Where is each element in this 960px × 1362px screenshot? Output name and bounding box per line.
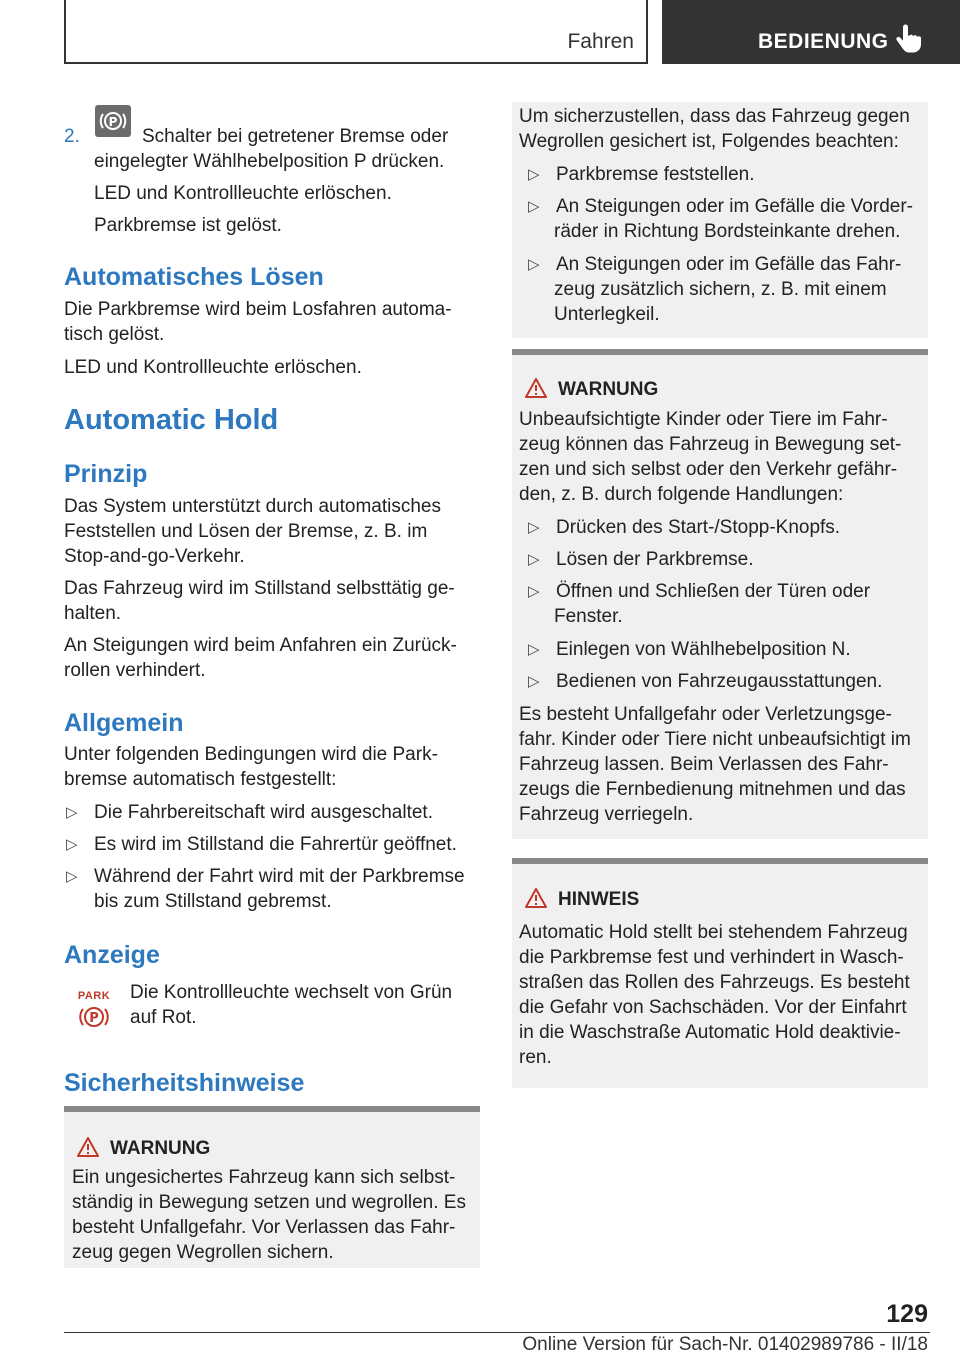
warning-triangle-icon bbox=[524, 377, 548, 399]
list-item-text: Während der Fahrt wird mit der Parkbremse bbox=[94, 866, 465, 887]
parking-brake-switch-icon bbox=[95, 105, 131, 137]
svg-text:P: P bbox=[108, 115, 118, 129]
warning-outro-3: Fahrzeug lassen. Beim Verlassen des Fahr- bbox=[519, 754, 889, 775]
svg-text:P: P bbox=[89, 1011, 99, 1026]
notice-text-3: straßen das Rollen des Fahrzeugs. Es besteht bbox=[519, 972, 910, 993]
bullet-triangle-icon: ▷ bbox=[528, 641, 540, 658]
list-item-text: Lösen der Parkbremse. bbox=[556, 549, 754, 570]
header-section-label: Fahren bbox=[567, 30, 634, 53]
warning-intro-4: den, z. B. durch folgende Handlungen: bbox=[519, 484, 844, 505]
list-item-text-continued: räder in Richtung Bordsteinkante drehen. bbox=[554, 221, 901, 242]
notice-box-bar bbox=[512, 858, 928, 864]
warning-outro-2: fahr. Kinder oder Tiere nicht unbeaufsichtigt im bbox=[519, 729, 911, 750]
list-item-text: Die Fahrbereitschaft wird ausgeschaltet. bbox=[94, 802, 433, 823]
bullet-triangle-icon: ▷ bbox=[528, 551, 540, 568]
warning-text-2: ständig in Bewegung setzen und wegrollen. Es bbox=[72, 1192, 466, 1213]
general-text-1: Unter folgenden Bedingungen wird die Park- bbox=[64, 744, 438, 765]
step-released-text: Parkbremse ist gelöst. bbox=[94, 215, 282, 236]
hand-pointer-icon bbox=[894, 24, 922, 54]
standstill-text-2: halten. bbox=[64, 603, 122, 624]
incline-text-1: An Steigungen wird beim Anfahren ein Zurück- bbox=[64, 635, 457, 656]
warning-box bbox=[512, 349, 928, 839]
incline-text-2: rollen verhindert. bbox=[64, 660, 206, 681]
list-item-text-continued: bis zum Stillstand gebremst. bbox=[94, 891, 332, 912]
step-text-1: Schalter bei getretener Bremse oder bbox=[142, 126, 449, 147]
bullet-triangle-icon: ▷ bbox=[66, 804, 78, 821]
bullet-triangle-icon: ▷ bbox=[528, 198, 540, 215]
warning-intro-3: zen und sich selbst oder den Verkehr gefähr- bbox=[519, 459, 898, 480]
warning-triangle-icon bbox=[524, 887, 548, 909]
warning-title: WARNUNG bbox=[558, 379, 659, 400]
list-item-text: Es wird im Stillstand die Fahrertür geöffnet. bbox=[94, 834, 457, 855]
notice-text-5: in die Waschstraße Automatic Hold deaktivie- bbox=[519, 1022, 901, 1043]
notice-box bbox=[512, 858, 928, 1088]
list-item-text: Einlegen von Wählhebelposition N. bbox=[556, 639, 851, 660]
standstill-text-1: Das Fahrzeug wird im Stillstand selbsttätig ge- bbox=[64, 578, 455, 599]
secure-info-box bbox=[512, 102, 928, 338]
bullet-triangle-icon: ▷ bbox=[528, 519, 540, 536]
warning-box bbox=[64, 1106, 480, 1268]
park-indicator-icon bbox=[74, 990, 114, 1034]
park-label: PARK bbox=[77, 990, 111, 1002]
list-item-text: An Steigungen oder im Gefälle die Vorder- bbox=[556, 196, 913, 217]
secure-text-1: Um sicherzustellen, dass das Fahrzeug gegen bbox=[519, 106, 910, 127]
notice-text-2: die Parkbremse fest und verhindert in Wasch- bbox=[519, 947, 904, 968]
header-section-tab bbox=[64, 0, 648, 64]
warning-box-bar bbox=[64, 1106, 480, 1112]
page-number: 129 bbox=[886, 1300, 928, 1328]
notice-title: HINWEIS bbox=[558, 889, 640, 910]
warning-triangle-icon bbox=[76, 1136, 100, 1158]
list-item-text: Drücken des Start-/Stopp-Knopfs. bbox=[556, 517, 841, 538]
auto-release-led-text: LED und Kontrollleuchte erlöschen. bbox=[64, 357, 362, 378]
safety-heading: Sicherheitshinweise bbox=[64, 1069, 305, 1097]
header-chapter-tab bbox=[662, 0, 960, 64]
header-chapter-label: BEDIENUNG bbox=[758, 30, 889, 53]
auto-release-heading: Automatisches Lösen bbox=[64, 263, 324, 291]
warning-text-4: zeug gegen Wegrollen sichern. bbox=[72, 1242, 334, 1263]
notice-text-4: die Gefahr von Sachschäden. Vor der Einfahrt bbox=[519, 997, 907, 1018]
online-version-text: Online Version für Sach-Nr. 01402989786 - II/18 bbox=[522, 1334, 928, 1355]
warning-outro-1: Es besteht Unfallgefahr oder Verletzungsge- bbox=[519, 704, 892, 725]
principle-text-2: Feststellen und Lösen der Bremse, z. B. im bbox=[64, 521, 428, 542]
list-item-text: Öffnen und Schließen der Türen oder bbox=[556, 581, 871, 602]
principle-heading: Prinzip bbox=[64, 460, 148, 488]
bullet-triangle-icon: ▷ bbox=[528, 673, 540, 690]
warning-text-1: Ein ungesichertes Fahrzeug kann sich selbst- bbox=[72, 1167, 456, 1188]
list-item-text: Bedienen von Fahrzeugausstattungen. bbox=[556, 671, 883, 692]
list-item-text-continued: Fenster. bbox=[554, 606, 623, 627]
display-heading: Anzeige bbox=[64, 941, 160, 969]
auto-release-text-2: tisch gelöst. bbox=[64, 324, 165, 345]
step-number: 2. bbox=[64, 126, 80, 147]
step-led-text: LED und Kontrollleuchte erlöschen. bbox=[94, 183, 392, 204]
bullet-triangle-icon: ▷ bbox=[66, 836, 78, 853]
principle-text-1: Das System unterstützt durch automatisches bbox=[64, 496, 441, 517]
general-text-2: bremse automatisch festgestellt: bbox=[64, 769, 337, 790]
auto-release-text-1: Die Parkbremse wird beim Losfahren automa- bbox=[64, 299, 452, 320]
bullet-triangle-icon: ▷ bbox=[66, 868, 78, 885]
bullet-triangle-icon: ▷ bbox=[528, 583, 540, 600]
warning-text-3: besteht Unfallgefahr. Vor Verlassen das Fahr- bbox=[72, 1217, 456, 1238]
warning-intro-2: zeug können das Fahrzeug in Bewegung set- bbox=[519, 434, 902, 455]
footer-divider bbox=[64, 1332, 930, 1333]
bullet-triangle-icon: ▷ bbox=[528, 256, 540, 273]
step-text-2: eingelegter Wählhebelposition P drücken. bbox=[94, 151, 445, 172]
warning-outro-4: zeugs die Fernbedienung mitnehmen und das bbox=[519, 779, 906, 800]
principle-text-3: Stop-and-go-Verkehr. bbox=[64, 546, 245, 567]
warning-box-bar bbox=[512, 349, 928, 355]
display-text-2: auf Rot. bbox=[130, 1007, 197, 1028]
notice-text-6: ren. bbox=[519, 1047, 552, 1068]
warning-intro-1: Unbeaufsichtigte Kinder oder Tiere im Fahr- bbox=[519, 409, 888, 430]
list-item-text: An Steigungen oder im Gefälle das Fahr- bbox=[556, 254, 902, 275]
automatic-hold-heading: Automatic Hold bbox=[64, 404, 279, 436]
list-item-text-continued: Unterlegkeil. bbox=[554, 304, 660, 325]
bullet-triangle-icon: ▷ bbox=[528, 166, 540, 183]
list-item-text: Parkbremse feststellen. bbox=[556, 164, 755, 185]
general-heading: Allgemein bbox=[64, 709, 184, 737]
list-item-text-continued: zeug zusätzlich sichern, z. B. mit einem bbox=[554, 279, 887, 300]
warning-title: WARNUNG bbox=[110, 1138, 211, 1159]
display-text-1: Die Kontrollleuchte wechselt von Grün bbox=[130, 982, 453, 1003]
notice-text-1: Automatic Hold stellt bei stehendem Fahrzeug bbox=[519, 922, 908, 943]
warning-outro-5: Fahrzeug verriegeln. bbox=[519, 804, 694, 825]
secure-text-2: Wegrollen gesichert ist, Folgendes beachten: bbox=[519, 131, 899, 152]
